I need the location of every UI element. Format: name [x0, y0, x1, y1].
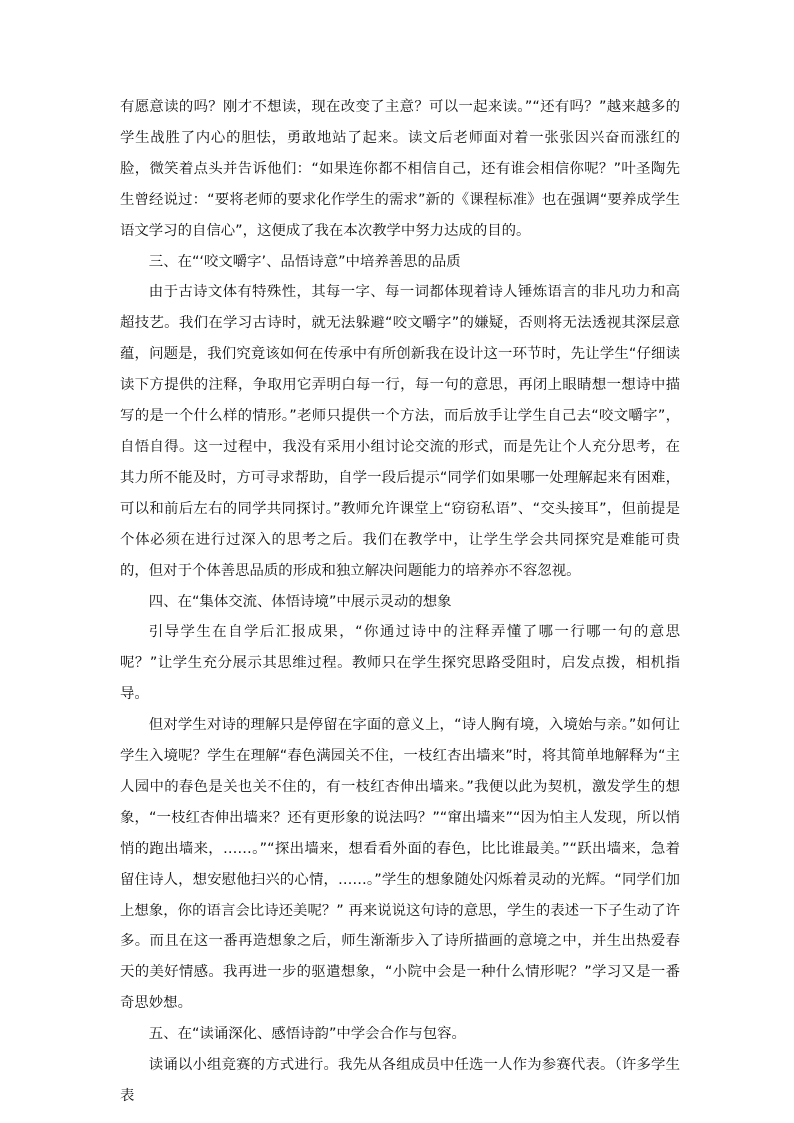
paragraph-continuation: 有愿意读的吗？刚才不想读，现在改变了主意？可以一起来读。”“还有吗？”越来越多的学生战胜了内心的胆怯，勇敢地站了起来。读文后老师面对着一张张因兴奋而涨红的脸，微笑着点头并告诉他们：“如果连你都不相信自己，还有谁会相信你呢？”叶圣陶先生曾经说过：“要将老师的要求化作学生的需求”新的《课程标准》也在强调“要养成学生语文学习的自信心”，这便成了我在本次教学中努力达成的目的。 — [120, 99, 680, 239]
section-heading-5: 五、在“读诵深化、感悟诗韵”中学会合作与包容。 — [148, 1026, 466, 1043]
paragraph: 由于古诗文体有特殊性，其每一字、每一词都体现着诗人锤炼语言的非凡功力和高超技艺。我们在学习古诗时，就无法躲避“咬文嚼字”的嫌疑，否则将无法透视其深层意蕴，问题是，我们究竟该如何在传承中有所创新我在设计这一环节时，先让学生“仔细读读下方提供的注释，争取用它弄明白每一行，每一句的意思，再闭上眼睛想一想诗中描写的是一个什么样的情形。”老师只提供一个方法，而后放手让学生自己去“咬文嚼字”，自悟自得。这一过程中，我没有采用小组讨论交流的形式，而是先让个人充分思考，在其力所不能及时，方可寻求帮助，自学一段后提示“同学们如果哪一处理解起来有困难，可以和前后左右的同学共同探讨。”教师允许课堂上“窃窃私语”、“交头接耳”，但前提是个体必须在进行过深入的思考之后。我们在教学中，让学生学会共同探究是难能可贵的，但对于个体善思品质的形成和独立解决问题能力的培养亦不容忽视。 — [120, 284, 680, 579]
section-heading-4: 四、在“集体交流、体悟诗境”中展示灵动的想象 — [148, 593, 452, 610]
paragraph: 读诵以小组竞赛的方式进行。我先从各组成员中任选一人作为参赛代表。（许多学生表 — [120, 1057, 680, 1104]
document-body — [120, 92, 680, 1112]
section-heading-3: 三、在“‘咬文嚼字’、品悟诗意”中培养善思的品质 — [148, 253, 461, 270]
paragraph: 但对学生对诗的理解只是停留在字面的意义上，“诗人胸有境，入境始与亲。”如何让学生入境呢？学生在理解“春色满园关不住，一枝红杏出墙来”时，将其简单地解释为“主人园中的春色是关也关不住的，有一枝红杏伸出墙来。”我便以此为契机，激发学生的想象，“一枝红杏伸出墙来？还有更形象的说法吗？”“窜出墙来”“因为怕主人发现，所以悄悄的跑出墙来，……。”“探出墙来，想看看外面的春色，比比谁最美。”“跃出墙来，急着留住诗人，想安慰他扫兴的心情，……。”学生的想象随处闪烁着灵动的光辉。“同学们加上想象，你的语言会比诗还美呢？” 再来说说这句诗的意思，学生的表述一下子生动了许多。而且在这一番再造想象之后，师生渐渐步入了诗所描画的意境之中，并生出热爱春天的美好情感。我再进一步的驱遣想象，“小院中会是一种什么情形呢？”学习又是一番奇思妙想。 — [120, 717, 680, 1012]
paragraph: 引导学生在自学后汇报成果，“你通过诗中的注释弄懂了哪一行哪一句的意思呢？”让学生充分展示其思维过程。教师只在学生探究思路受阻时，启发点拨，相机指导。 — [120, 624, 680, 703]
